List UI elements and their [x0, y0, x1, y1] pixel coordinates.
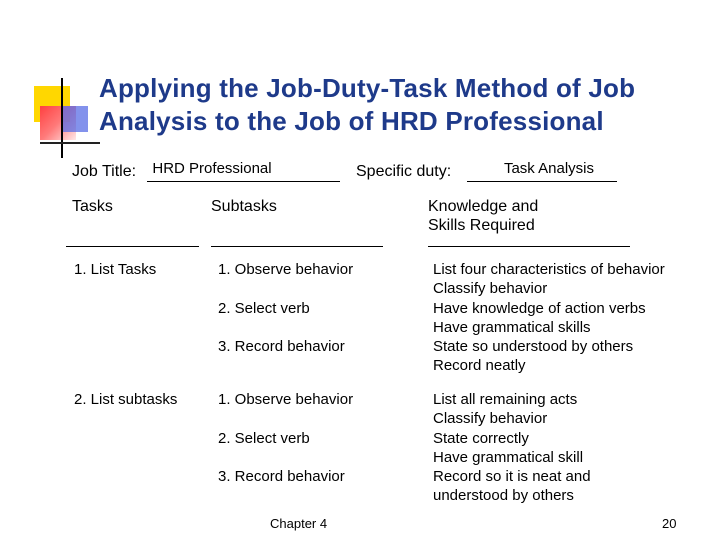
subtask-cell: 2. Select verb [218, 430, 310, 447]
knowledge-item: Have knowledge of action verbs [433, 299, 646, 317]
task-cell: 2. List subtasks [74, 391, 178, 408]
knowledge-item: State correctly [433, 429, 529, 447]
subtask-cell: 2. Select verb [218, 300, 310, 317]
job-title-value: HRD Professional [152, 160, 272, 177]
header-subtasks: Subtasks [211, 198, 277, 215]
subtask-cell: 1. Observe behavior [218, 391, 354, 408]
logo-vertical-line [61, 78, 63, 158]
footer-chapter: Chapter 4 [270, 516, 328, 531]
logo-horizontal-line [40, 142, 100, 144]
subtask-cell: 3. Record behavior [218, 468, 345, 485]
specific-duty-field [467, 162, 617, 182]
logo-blue-square [62, 106, 88, 132]
knowledge-item: Have grammatical skills [433, 318, 591, 336]
knowledge-item: understood by others [433, 487, 574, 505]
subtasks-column-rule [211, 246, 383, 247]
knowledge-item: Have grammatical skill [433, 448, 584, 466]
knowledge-item: Record neatly [433, 357, 526, 375]
task-cell: 1. List Tasks [74, 261, 157, 278]
header-knowledge-line-2: Skills Required [428, 217, 535, 234]
subtask-cell: 1. Observe behavior [218, 261, 354, 278]
slide-title [99, 72, 711, 138]
header-tasks: Tasks [72, 198, 113, 215]
knowledge-column-rule [428, 246, 630, 247]
page-number: 20 [662, 516, 677, 531]
knowledge-item: State so understood by others [433, 338, 634, 356]
knowledge-item: Record so it is neat and [433, 468, 591, 486]
knowledge-list [433, 390, 715, 506]
specific-duty-label: Specific duty: [356, 163, 452, 180]
tasks-column-rule [66, 246, 199, 247]
job-title-label: Job Title: [72, 163, 137, 180]
job-title-field [147, 162, 340, 182]
subtask-cell: 3. Record behavior [218, 338, 345, 355]
title-line-1: Applying the Job-Duty-Task Method of Job [99, 73, 636, 103]
knowledge-item: Classify behavior [433, 280, 548, 298]
header-knowledge-line-1: Knowledge and [428, 198, 539, 215]
knowledge-item: List all remaining acts [433, 391, 578, 408]
knowledge-item: List four characteristics of behavior [433, 261, 665, 278]
knowledge-list [433, 260, 715, 376]
knowledge-item: Classify behavior [433, 410, 548, 428]
specific-duty-value: Task Analysis [503, 160, 595, 177]
title-line-2: Analysis to the Job of HRD Professional [99, 106, 604, 136]
